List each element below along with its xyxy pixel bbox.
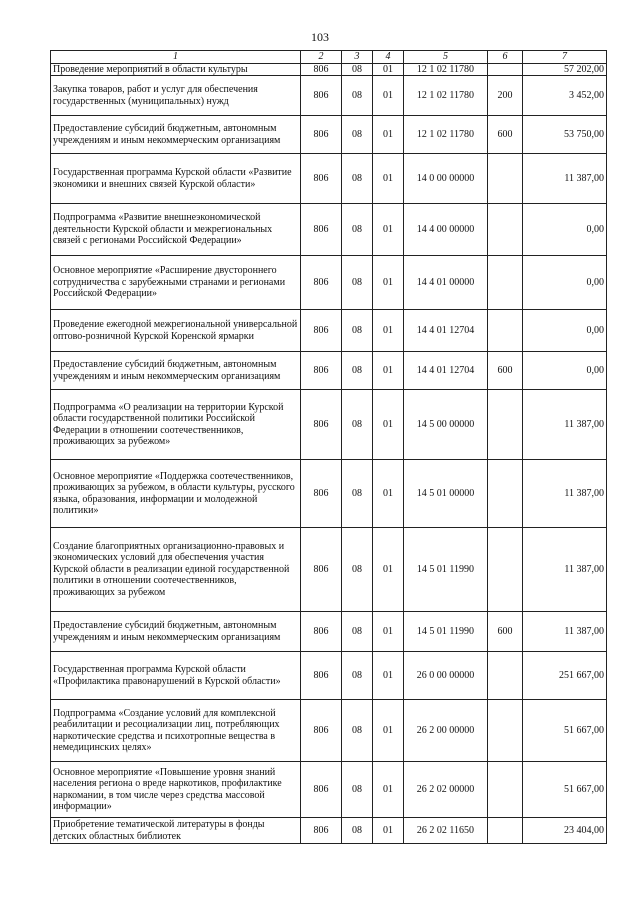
table-row <box>51 310 607 352</box>
cell-col4: 01 <box>373 528 404 612</box>
cell-col5: 14 4 01 12704 <box>404 352 488 390</box>
cell-col4: 01 <box>373 76 404 116</box>
cell-col3: 08 <box>342 528 373 612</box>
cell-col2: 806 <box>301 310 342 352</box>
cell-amount: 3 452,00 <box>523 76 607 116</box>
header-row <box>51 51 607 64</box>
cell-col3: 08 <box>342 63 373 76</box>
cell-col3: 08 <box>342 390 373 460</box>
cell-col4: 01 <box>373 256 404 310</box>
cell-col2: 806 <box>301 700 342 762</box>
cell-amount: 51 667,00 <box>523 762 607 818</box>
cell-amount: 11 387,00 <box>523 460 607 528</box>
cell-col6 <box>488 310 523 352</box>
table-row <box>51 612 607 652</box>
table-row <box>51 154 607 204</box>
table-row <box>51 652 607 700</box>
cell-col5: 26 2 02 11650 <box>404 818 488 844</box>
cell-amount: 0,00 <box>523 256 607 310</box>
cell-col4: 01 <box>373 204 404 256</box>
column-header: 2 <box>301 51 342 64</box>
cell-col6 <box>488 762 523 818</box>
cell-col5: 26 2 02 00000 <box>404 762 488 818</box>
cell-col4: 01 <box>373 154 404 204</box>
cell-col2: 806 <box>301 204 342 256</box>
cell-amount: 11 387,00 <box>523 528 607 612</box>
cell-col5: 12 1 02 11780 <box>404 63 488 76</box>
cell-amount: 51 667,00 <box>523 700 607 762</box>
cell-col5: 14 5 01 00000 <box>404 460 488 528</box>
cell-col3: 08 <box>342 154 373 204</box>
table-row <box>51 700 607 762</box>
table-row <box>51 352 607 390</box>
cell-amount: 0,00 <box>523 310 607 352</box>
cell-col4: 01 <box>373 652 404 700</box>
cell-col4: 01 <box>373 310 404 352</box>
row-name: Государственная программа Курской области «Развитие экономики и внешних связей Курской области» <box>51 154 301 204</box>
cell-col6 <box>488 154 523 204</box>
cell-col5: 12 1 02 11780 <box>404 76 488 116</box>
cell-col2: 806 <box>301 460 342 528</box>
row-name: Основное мероприятие «Поддержка соотечественников, проживающих за рубежом, в области культуры, русского языка, образования, информации и молодежной политики» <box>51 460 301 528</box>
row-name: Закупка товаров, работ и услуг для обеспечения государственных (муниципальных) нужд <box>51 76 301 116</box>
row-name: Создание благоприятных организационно-правовых и экономических условий для обеспечения участия Курской области в реализации единой государственной политики в отношении соотечественников, проживающих за рубежом <box>51 528 301 612</box>
cell-col3: 08 <box>342 204 373 256</box>
cell-col6 <box>488 652 523 700</box>
cell-col2: 806 <box>301 818 342 844</box>
cell-col5: 14 5 01 11990 <box>404 612 488 652</box>
cell-col2: 806 <box>301 116 342 154</box>
row-name: Подпрограмма «Создание условий для комплексной реабилитации и ресоциализации лиц, потребляющих наркотические средства и психотропные вещества в немедицинских целях» <box>51 700 301 762</box>
column-header: 4 <box>373 51 404 64</box>
column-header: 3 <box>342 51 373 64</box>
table-row <box>51 76 607 116</box>
row-name: Проведение мероприятий в области культуры <box>51 63 301 76</box>
cell-col4: 01 <box>373 612 404 652</box>
cell-col4: 01 <box>373 818 404 844</box>
cell-col2: 806 <box>301 256 342 310</box>
table-row <box>51 204 607 256</box>
cell-col2: 806 <box>301 762 342 818</box>
cell-col6 <box>488 818 523 844</box>
cell-col5: 26 0 00 00000 <box>404 652 488 700</box>
cell-col3: 08 <box>342 352 373 390</box>
cell-col6 <box>488 256 523 310</box>
row-name: Подпрограмма «Развитие внешнеэкономической деятельности Курской области и межрегиональных связей с регионами Российской Федерации» <box>51 204 301 256</box>
cell-amount: 57 202,00 <box>523 63 607 76</box>
row-name: Приобретение тематической литературы в фонды детских областных библиотек <box>51 818 301 844</box>
table-row <box>51 116 607 154</box>
cell-col3: 08 <box>342 256 373 310</box>
cell-amount: 11 387,00 <box>523 612 607 652</box>
row-name: Государственная программа Курской области «Профилактика правонарушений в Курской области» <box>51 652 301 700</box>
table-row <box>51 63 607 76</box>
cell-col3: 08 <box>342 116 373 154</box>
cell-col6 <box>488 390 523 460</box>
column-header: 5 <box>404 51 488 64</box>
page-number: 103 <box>311 30 329 44</box>
cell-col2: 806 <box>301 612 342 652</box>
cell-col5: 14 5 01 11990 <box>404 528 488 612</box>
cell-col5: 14 5 00 00000 <box>404 390 488 460</box>
cell-col3: 08 <box>342 460 373 528</box>
column-header: 6 <box>488 51 523 64</box>
cell-col4: 01 <box>373 390 404 460</box>
table-row <box>51 762 607 818</box>
cell-col5: 14 0 00 00000 <box>404 154 488 204</box>
cell-col2: 806 <box>301 528 342 612</box>
cell-amount: 11 387,00 <box>523 390 607 460</box>
cell-amount: 251 667,00 <box>523 652 607 700</box>
row-name: Предоставление субсидий бюджетным, автономным учреждениям и иным некоммерческим организациям <box>51 352 301 390</box>
cell-col4: 01 <box>373 63 404 76</box>
cell-col6 <box>488 528 523 612</box>
cell-col2: 806 <box>301 76 342 116</box>
budget-table <box>50 50 607 844</box>
table-row <box>51 390 607 460</box>
cell-amount: 11 387,00 <box>523 154 607 204</box>
table-row <box>51 460 607 528</box>
row-name: Основное мероприятие «Расширение двустороннего сотрудничества с зарубежными странами и регионами Российской Федерации» <box>51 256 301 310</box>
cell-col6: 600 <box>488 612 523 652</box>
cell-col6: 600 <box>488 352 523 390</box>
cell-col3: 08 <box>342 612 373 652</box>
cell-col5: 26 2 00 00000 <box>404 700 488 762</box>
cell-col4: 01 <box>373 116 404 154</box>
cell-col3: 08 <box>342 700 373 762</box>
cell-col2: 806 <box>301 352 342 390</box>
cell-amount: 0,00 <box>523 204 607 256</box>
cell-col3: 08 <box>342 762 373 818</box>
table-row <box>51 528 607 612</box>
cell-col6 <box>488 460 523 528</box>
row-name: Проведение ежегодной межрегиональной универсальной оптово-розничной Курской Коренской ярмарки <box>51 310 301 352</box>
cell-col2: 806 <box>301 652 342 700</box>
cell-col2: 806 <box>301 154 342 204</box>
cell-amount: 23 404,00 <box>523 818 607 844</box>
table-header <box>51 51 607 64</box>
cell-amount: 53 750,00 <box>523 116 607 154</box>
cell-col2: 806 <box>301 63 342 76</box>
cell-col4: 01 <box>373 352 404 390</box>
cell-col3: 08 <box>342 76 373 116</box>
cell-col6: 200 <box>488 76 523 116</box>
table-body <box>51 63 607 844</box>
column-header: 7 <box>523 51 607 64</box>
row-name: Основное мероприятие «Повышение уровня знаний населения региона о вреде наркотиков, профилактике наркомании, в том числе через средства массовой информации» <box>51 762 301 818</box>
cell-col6 <box>488 63 523 76</box>
cell-col5: 14 4 01 12704 <box>404 310 488 352</box>
table-row <box>51 818 607 844</box>
cell-col4: 01 <box>373 762 404 818</box>
cell-col5: 14 4 01 00000 <box>404 256 488 310</box>
cell-col3: 08 <box>342 652 373 700</box>
row-name: Предоставление субсидий бюджетным, автономным учреждениям и иным некоммерческим организациям <box>51 116 301 154</box>
cell-col5: 12 1 02 11780 <box>404 116 488 154</box>
row-name: Подпрограмма «О реализации на территории Курской области государственной политики Российской Федерации в отношении соотечественников, проживающих за рубежом» <box>51 390 301 460</box>
cell-col4: 01 <box>373 700 404 762</box>
cell-col5: 14 4 00 00000 <box>404 204 488 256</box>
row-name: Предоставление субсидий бюджетным, автономным учреждениям и иным некоммерческим организациям <box>51 612 301 652</box>
cell-col6: 600 <box>488 116 523 154</box>
column-header: 1 <box>51 51 301 64</box>
cell-col2: 806 <box>301 390 342 460</box>
cell-col4: 01 <box>373 460 404 528</box>
cell-col3: 08 <box>342 310 373 352</box>
table-row <box>51 256 607 310</box>
cell-col3: 08 <box>342 818 373 844</box>
cell-col6 <box>488 700 523 762</box>
cell-col6 <box>488 204 523 256</box>
cell-amount: 0,00 <box>523 352 607 390</box>
